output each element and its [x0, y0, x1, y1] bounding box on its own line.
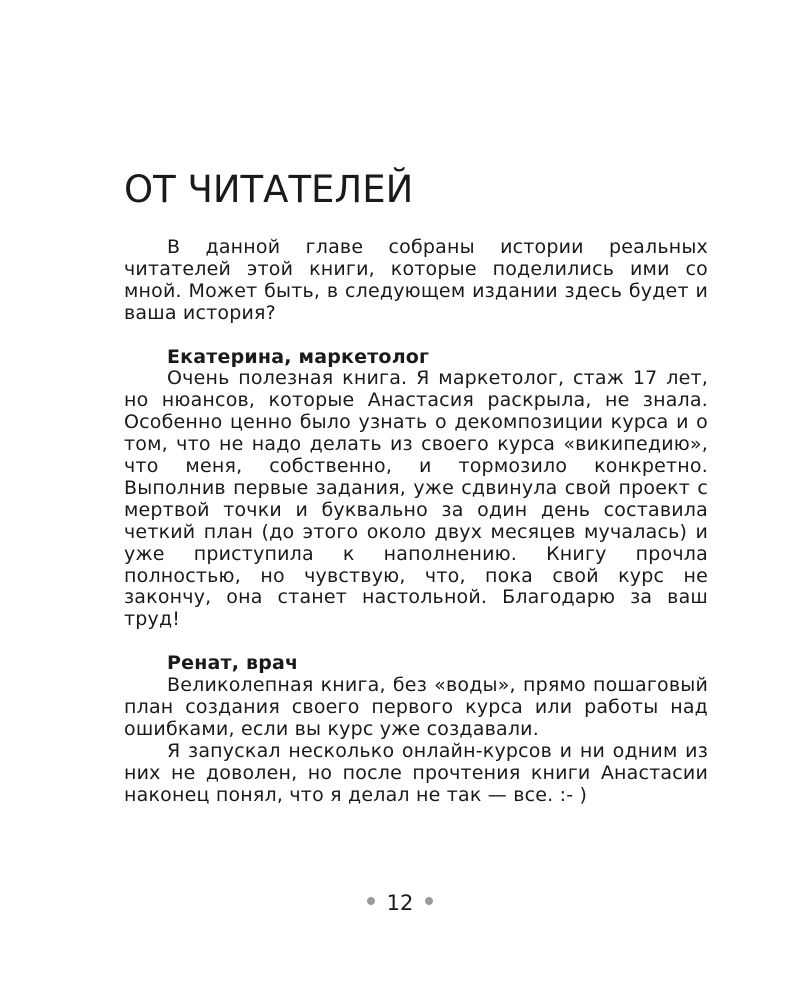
review-author-1: Екатерина, маркетолог [167, 345, 430, 368]
page-title: ОТ ЧИТАТЕЛЕЙ [124, 168, 414, 211]
right-dot-icon [425, 897, 433, 905]
page-number: 12 [386, 891, 414, 915]
page-footer [0, 888, 800, 917]
left-dot-icon [367, 897, 375, 905]
section-gap [124, 631, 708, 653]
section-gap [124, 325, 708, 347]
review-1-paragraph-1: Очень полезная книга. Я маркетолог, стаж 17 лет, но нюансов, которые Анастасия раскрыла, не знала. Особенно ценно было узнать о декомпозиции курса и о том, что не надо делать из своего курса «википедию», что меня, собственно, и тормозило конкретно. Выполнив первые задания, уже сдвинула свой проект с мертвой точки и буквально за один день составила четкий план (до этого около двух месяцев мучалась) и уже приступила к наполнению. Книгу прочла полностью, но чувствую, что, пока свой курс не закончу, она станет настольной. Благодарю за ваш труд! [124, 367, 708, 631]
intro-paragraph: В данной главе собраны истории реальных читателей этой книги, которые поделились ими со мной. Может быть, в следующем издании здесь будет и ваша история? [124, 236, 708, 324]
chapter-body [124, 237, 708, 807]
review-author-2: Ренат, врач [167, 652, 299, 675]
review-2-paragraph-2: Я запускал несколько онлайн-курсов и ни одним из них не доволен, но после прочтения книги Анастасии наконец понял, что я делал не так — все. :- ) [124, 739, 708, 806]
review-2-paragraph-1: Великолепная книга, без «воды», прямо пошаговый план создания своего первого курса или работы над ошибками, если вы курс уже создавали. [124, 674, 708, 740]
